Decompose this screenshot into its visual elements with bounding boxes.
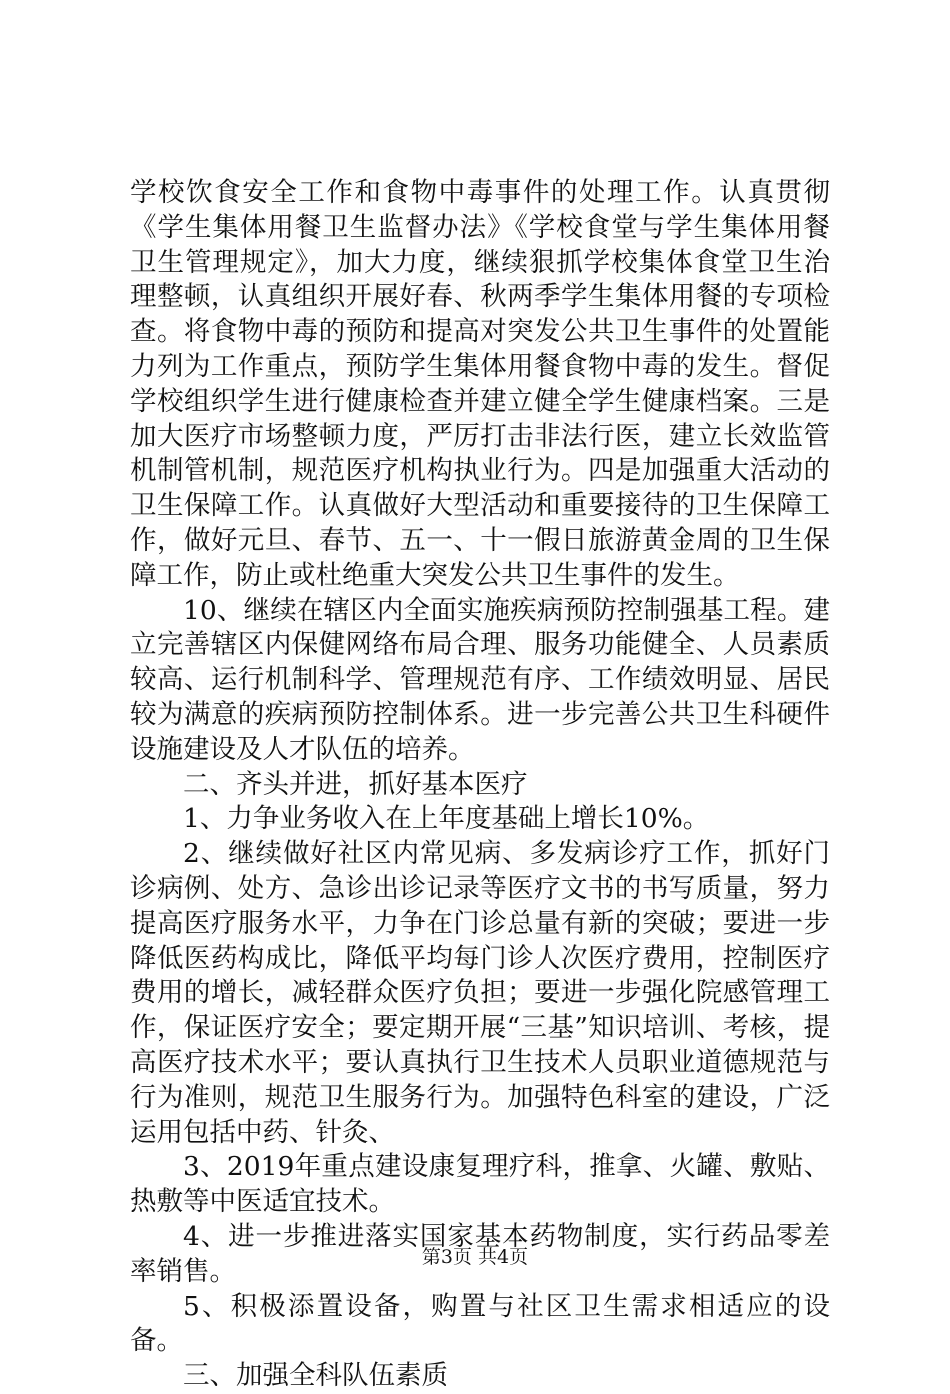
page-footer: 第3页 共4页 xyxy=(421,1246,529,1268)
paragraph-item-1: 1、力争业务收入在上年度基础上增长10%。 xyxy=(183,803,710,835)
paragraph-item-2: 2、继续做好社区内常见病、多发病诊疗工作，抓好门诊病例、处方、急诊出诊记录等医疗文书的书写质量，努力提高医疗服务水平，力争在门诊总量有新的突破；要进一步降低医药构成比，降低平均每门诊人次医疗费用，控制医疗费用的增长，减轻群众医疗负担；要进一步强化院感管理工作，保证医疗安全；要定期开展“三基”知识培训、考核，提高医疗技术水平；要认真执行卫生技术人员职业道德规范与行为准则，规范卫生服务行为。加强特色科室的建设，广泛运用包括中药、针灸、 xyxy=(130,838,830,1148)
paragraph-item-5: 5、积极添置设备，购置与社区卫生需求相适应的设备。 xyxy=(130,1290,830,1357)
paragraph-item-4: 4、进一步推进落实国家基本药物制度，实行药品零差率销售。 xyxy=(130,1220,830,1287)
document-body xyxy=(130,176,830,1394)
paragraph-item-3: 3、2019年重点建设康复理疗科，推拿、火罐、敷贴、热敷等中医适宜技术。 xyxy=(130,1151,830,1218)
paragraph-1: 学校饮食安全工作和食物中毒事件的处理工作。认真贯彻《学生集体用餐卫生监督办法》《学校食堂与学生集体用餐卫生管理规定》，加大力度，继续狠抓学校集体食堂卫生治理整顿，认真组织开展好春、秋两季学生集体用餐的专项检查。将食物中毒的预防和提高对突发公共卫生事件的处置能力列为工作重点，预防学生集体用餐食物中毒的发生。督促学校组织学生进行健康检查并建立健全学生健康档案。三是加大医疗市场整顿力度，严厉打击非法行医，建立长效监管机制管机制，规范医疗机构执业行为。四是加强重大活动的卫生保障工作。认真做好大型活动和重要接待的卫生保障工作，做好元旦、春节、五一、十一假日旅游黄金周的卫生保障工作，防止或杜绝重大突发公共卫生事件的发生。 xyxy=(130,177,830,591)
section-heading-3: 三、加强全科队伍素质 xyxy=(183,1360,448,1392)
section-heading-2: 二、齐头并进，抓好基本医疗 xyxy=(183,768,528,800)
paragraph-2: 10、继续在辖区内全面实施疾病预防控制强基工程。建立完善辖区内保健网络布局合理、服务功能健全、人员素质较高、运行机制科学、管理规范有序、工作绩效明显、居民较为满意的疾病预防控制体系。进一步完善公共卫生科硬件设施建设及人才队伍的培养。 xyxy=(130,594,830,765)
